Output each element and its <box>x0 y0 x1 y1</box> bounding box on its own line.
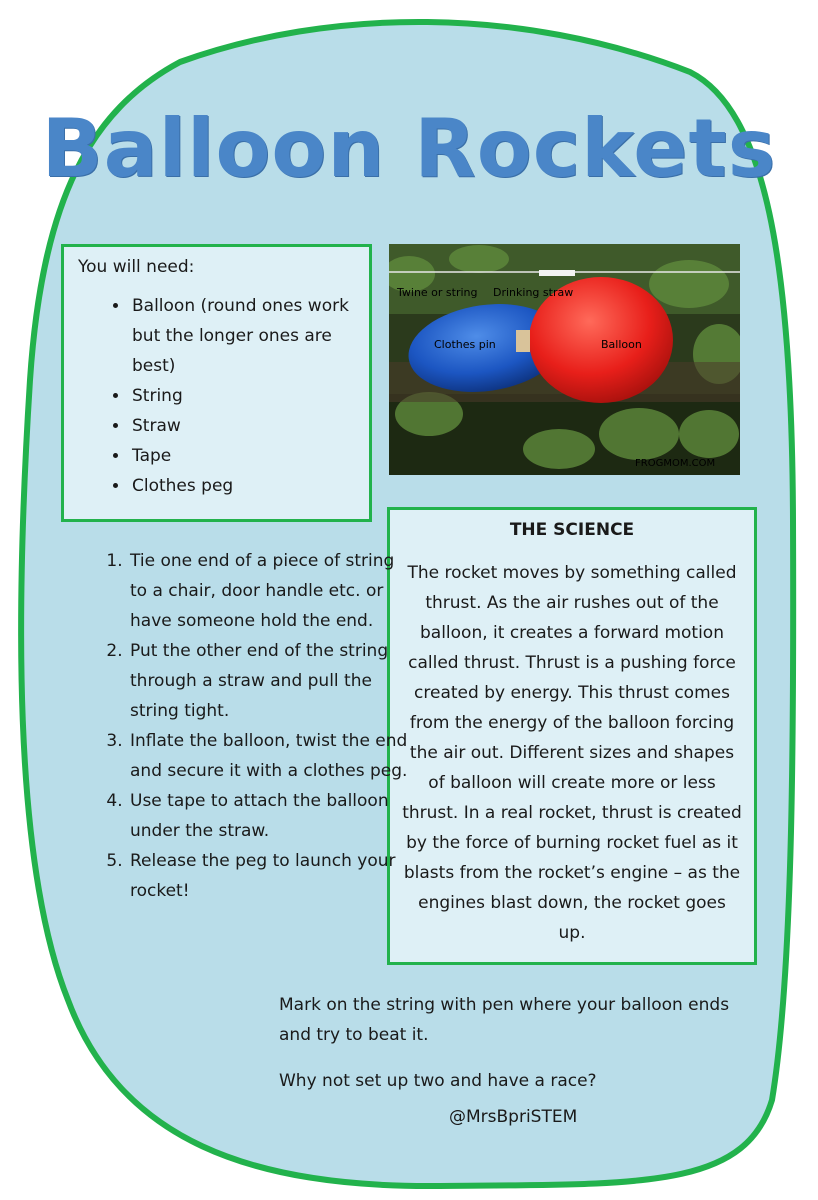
label-clothes-pin: Clothes pin <box>434 338 496 351</box>
materials-heading: You will need: <box>78 257 195 277</box>
list-item: 3. Inflate the balloon, twist the end and secure it with a clothes peg. <box>128 726 413 786</box>
list-item: 5. Release the peg to launch your rocket! <box>128 846 413 906</box>
photo-credit: FROGMOM.COM <box>635 458 716 469</box>
balloon-rocket-photo <box>389 244 740 475</box>
page-title: Balloon Rockets <box>41 102 777 195</box>
mark-tip: Mark on the string with pen where your balloon ends and try to beat it. <box>279 995 730 1045</box>
label-balloon: Balloon <box>601 338 642 351</box>
photo-illustration <box>389 244 740 475</box>
race-tip: Why not set up two and have a race? <box>279 1071 597 1091</box>
list-item: • String <box>130 381 355 411</box>
materials-box <box>61 244 372 522</box>
science-text: The rocket moves by something called thrust. As the air rushes out of the balloon, it creates a forward motion called thrust. Thrust is a pushing force created by energy. This thrust comes from the energy of the balloon forcing the air out. Different sizes and shapes of balloon will create more or less thrust. In a real rocket, thrust is created by the force of burning rocket fuel as it blasts from the rocket’s engine – as the engines blast down, the rocket goes up. <box>402 563 742 943</box>
science-heading: THE SCIENCE <box>509 520 635 540</box>
instructions-list <box>96 546 413 906</box>
science-box <box>387 507 757 965</box>
materials-list <box>78 291 355 501</box>
author-handle: @MrsBpriSTEM <box>449 1107 578 1127</box>
list-item: • Straw <box>130 411 355 441</box>
label-twine: Twine or string <box>397 286 478 299</box>
list-item: 1. Tie one end of a piece of string to a chair, door handle etc. or have someone hold the end. <box>128 546 413 636</box>
list-item: • Tape <box>130 441 355 471</box>
list-item: 2. Put the other end of the string through a straw and pull the string tight. <box>128 636 413 726</box>
label-straw: Drinking straw <box>493 286 574 299</box>
list-item: • Clothes peg <box>130 471 355 501</box>
list-item: • Balloon (round ones work but the longer ones are best) <box>130 291 355 381</box>
list-item: 4. Use tape to attach the balloon under the straw. <box>128 786 413 846</box>
